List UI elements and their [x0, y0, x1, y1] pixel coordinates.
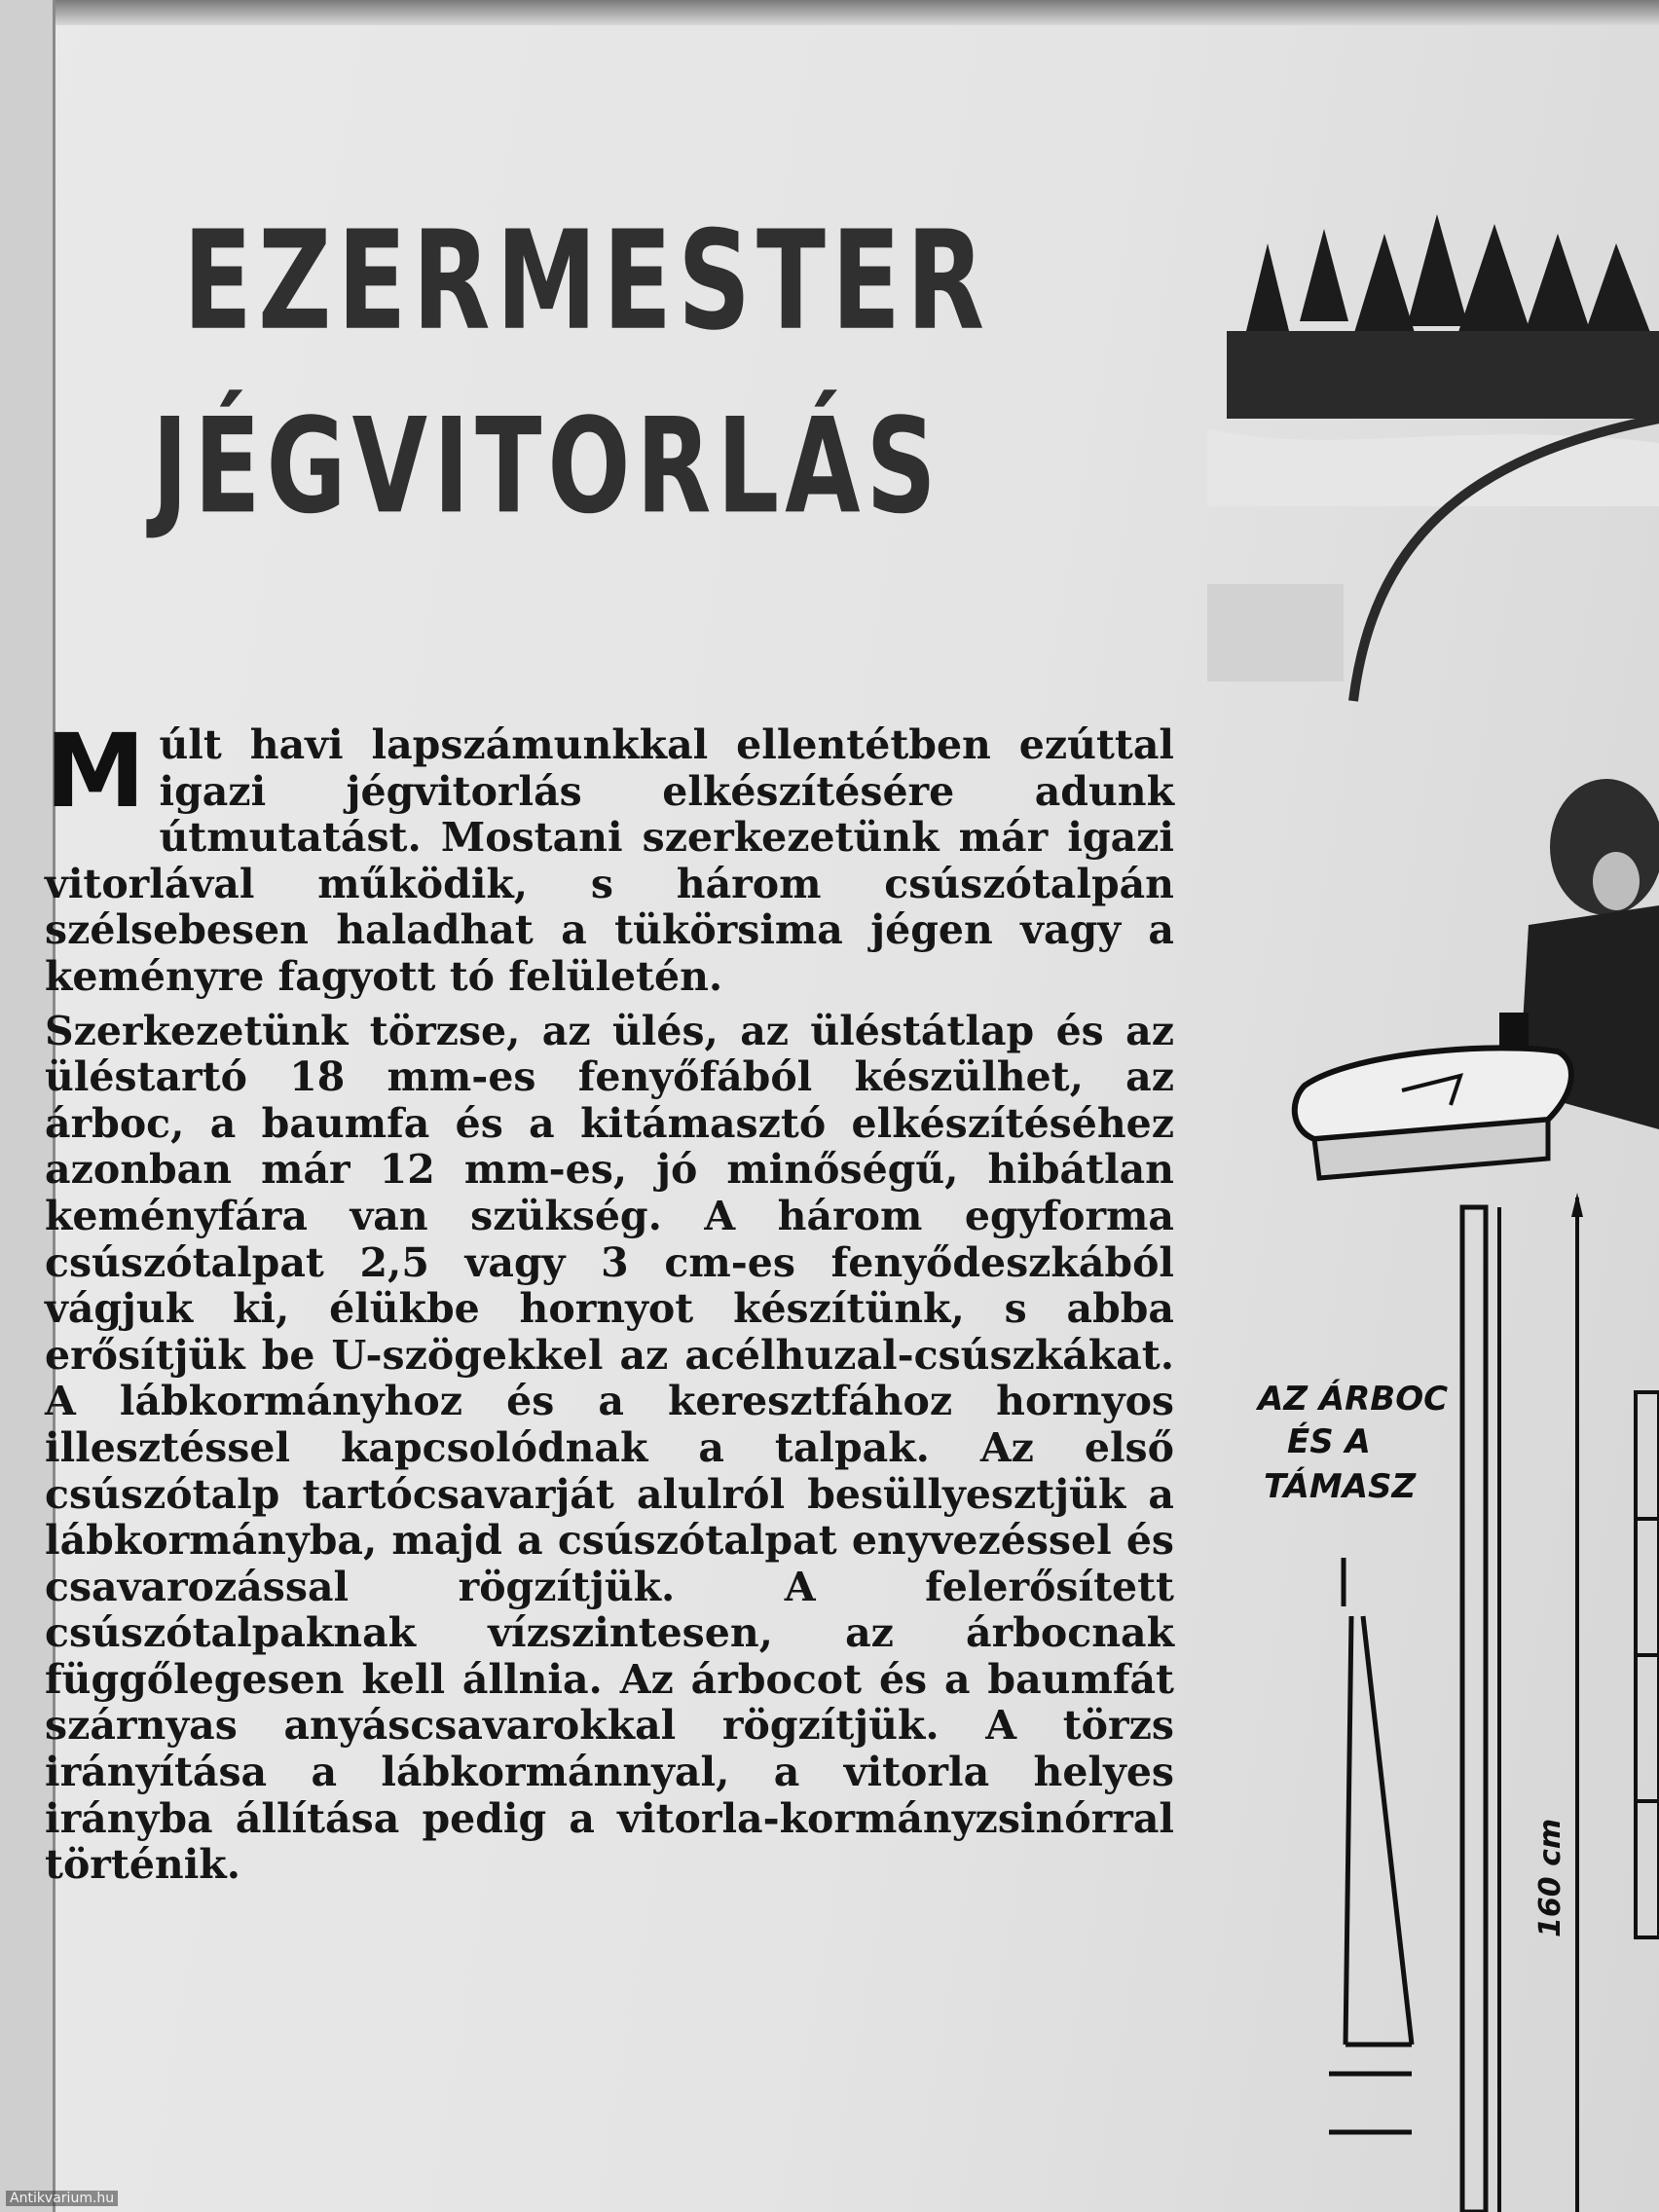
mast-height-dimension: 160 cm — [1533, 1818, 1567, 1937]
diagram-label-line-2: ÉS A — [1287, 1422, 1371, 1461]
support-diagram — [1329, 1558, 1412, 2132]
watermark: Antikvarium.hu — [6, 2191, 118, 2206]
diagram-label-line-1: AZ ÁRBOC — [1258, 1380, 1449, 1419]
headline-line-2: JÉGVITORLÁS — [152, 388, 942, 543]
paragraph-1-text: últ havi lapszámunkkal ellentétben ezúttal igazi jégvitorlás elkészítésére adunk útmutatást. Mostani szerkezetünk már igazi vitorlával működik, s három csúszótalpán szélsebesen haladhat a tükörsima jégen vagy a keményre fagyott tó felületén. — [45, 721, 1174, 1000]
iceboat-illustration — [1207, 0, 1659, 2212]
drop-cap: M — [45, 712, 146, 830]
diagram-label-line-3: TÁMASZ — [1264, 1467, 1417, 1506]
ice-texture — [1207, 584, 1344, 682]
pine-trees-drawing — [1227, 214, 1659, 419]
article-body — [45, 712, 1174, 1889]
iceboat-seat-drawing — [1295, 1048, 1571, 1178]
mast-diagram — [1462, 1193, 1659, 2212]
article-paragraph-1 — [45, 712, 1174, 1001]
article-paragraph-2: Szerkezetünk törzse, az ülés, az üléstátlap és az üléstartó 18 mm-es fenyőfából készülhet, az árboc, a baumfa és a kitámasztó elkészítéséhez azonban már 12 mm-es, jó minőségű, hibátlan keményfára van szükség. A három egyforma csúszótalpat 2,5 vagy 3 cm-es fenyődeszkából vágjuk ki, élükbe hornyot készítünk, s abba erősítjük be U-szögekkel az acélhuzal-csúszkákat. A lábkormányhoz és a keresztfához hornyos illesztéssel kapcsolódnak a talpak. Az első csúszótalp tartócsavarját alulról besüllyesztjük a lábkormányba, majd a csúszótalpat enyvezéssel és csavarozással rögzítjük. A felerősített csúszótalpaknak vízszintesen, az árbocnak függőlegesen kell állnia. Az árbocot és a baumfát szárnyas anyáscsavarokkal rögzítjük. A törzs irányítása a lábkormánnyal, a vitorla helyes irányba állítása pedig a vitorla-kormányzsinórral történik. — [45, 1007, 1174, 1889]
headline-line-1: EZERMESTER — [183, 200, 991, 361]
